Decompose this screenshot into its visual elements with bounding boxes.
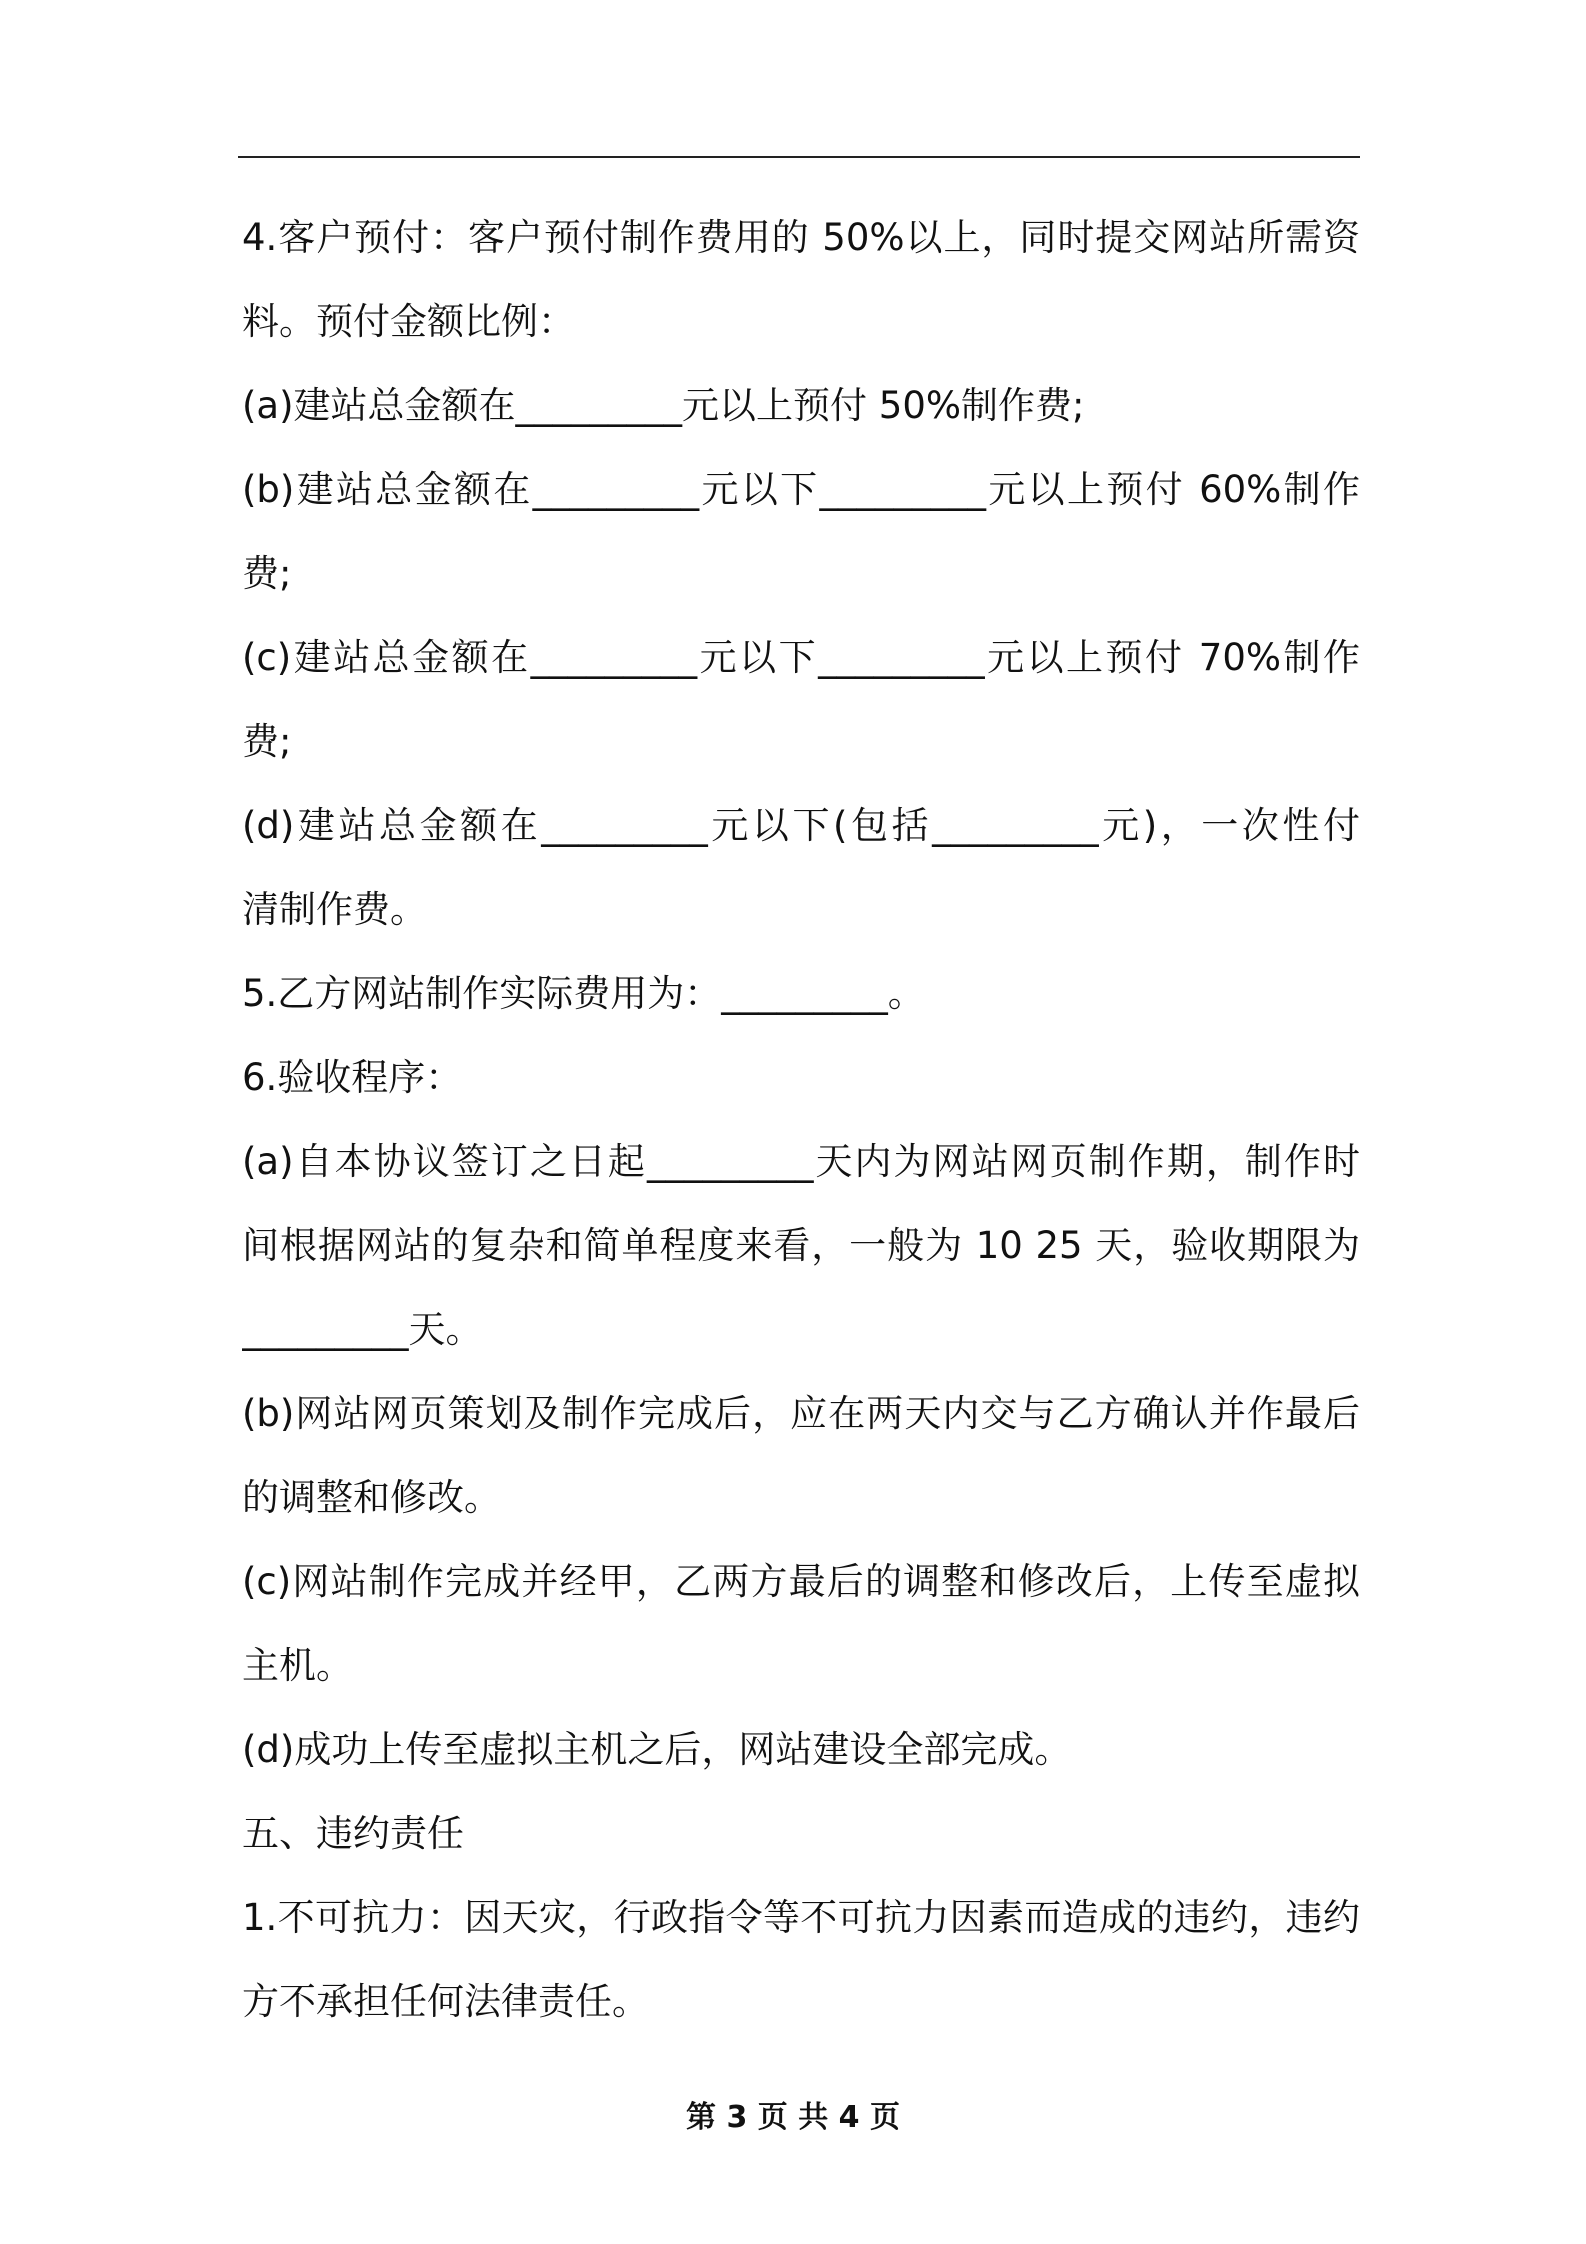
document-body bbox=[242, 196, 1360, 2044]
text-line: 1.不可抗力：因天灾，行政指令等不可抗力因素而造成的违约，违约 bbox=[242, 1896, 1360, 1939]
text-line: 6.验收程序： bbox=[242, 1056, 463, 1099]
text-line: 费; bbox=[242, 720, 292, 763]
text-line: (d)建站总金额在_________元以下(包括_________元)，一次性付 bbox=[242, 804, 1360, 847]
text-line: (b)网站网页策划及制作完成后，应在两天内交与乙方确认并作最后 bbox=[242, 1392, 1360, 1435]
text-line: 方不承担任何法律责任。 bbox=[242, 1980, 649, 2023]
text-line: 清制作费。 bbox=[242, 888, 427, 931]
text-line: (a)建站总金额在_________元以上预付 50%制作费; bbox=[242, 384, 1085, 427]
text-line: (c)建站总金额在_________元以下_________元以上预付 70%制作 bbox=[242, 636, 1360, 679]
header-rule bbox=[238, 156, 1360, 158]
text-line: _________天。 bbox=[242, 1308, 483, 1351]
text-line: (d)成功上传至虚拟主机之后，网站建设全部完成。 bbox=[242, 1728, 1072, 1771]
text-line: 5.乙方网站制作实际费用为：_________。 bbox=[242, 972, 925, 1015]
text-line: (a)自本协议签订之日起_________天内为网站网页制作期，制作时 bbox=[242, 1140, 1360, 1183]
text-line: 的调整和修改。 bbox=[242, 1476, 501, 1519]
text-line: 主机。 bbox=[242, 1644, 353, 1687]
text-line: (b)建站总金额在_________元以下_________元以上预付 60%制作 bbox=[242, 468, 1360, 511]
text-line: 料。预付金额比例： bbox=[242, 300, 575, 343]
text-line: (c)网站制作完成并经甲，乙两方最后的调整和修改后，上传至虚拟 bbox=[242, 1560, 1360, 1603]
text-line: 费; bbox=[242, 552, 292, 595]
text-line: 4.客户预付：客户预付制作费用的 50%以上，同时提交网站所需资 bbox=[242, 216, 1360, 259]
section-heading: 五、违约责任 bbox=[242, 1812, 464, 1855]
page-number-footer: 第 3 页 共 4 页 bbox=[686, 2100, 900, 2135]
text-line: 间根据网站的复杂和简单程度来看，一般为 10 25 天，验收期限为 bbox=[242, 1224, 1360, 1267]
